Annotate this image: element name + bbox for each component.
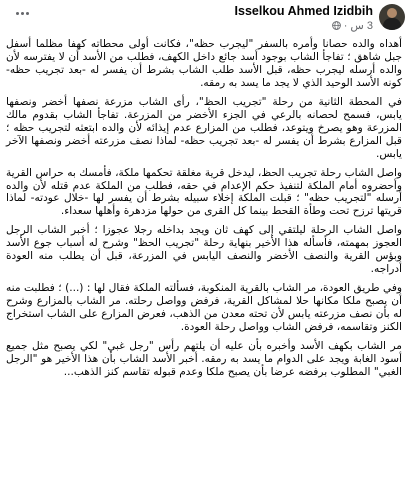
post-time[interactable]: 3 س bbox=[350, 20, 373, 32]
globe-icon[interactable] bbox=[332, 21, 341, 30]
author-avatar[interactable] bbox=[379, 4, 405, 30]
meta-separator: · bbox=[343, 19, 348, 32]
post-paragraph: مر الشاب بكهف الأسد وأخبره بأن عليه أن يلتهم رأس "رجل غبي" لكي يصبح مثل جميع أسود الغابة ويجد على الدوام ما يسد به رمقه. أخبر الأسد الشاب بأن هذا الأخير هو "الرجل الغبي" المطلوب برفضه عرضا بأن يصبح ملكا وعدم قبوله تقاسم كنز الذهب... bbox=[6, 340, 402, 378]
post-meta bbox=[332, 19, 373, 32]
post-body bbox=[6, 38, 402, 385]
post-paragraph: وفي طريق العودة، مر الشاب بالقرية المنكوبة، فسألته الملكة فقال لها : (...) ؛ فطلبت منه أن يصبح ملكا مكانها حلا لمشاكل القرية، فرفض وواصل رحلته. مر الشاب بالمزارع وشرح له بأن نصف مزرعته يابس لأن تحته معدن من الذهب، فعرض المزارع على الشاب استخراج الكنز وتقاسمه، فرفض الشاب وواصل رحلة العودة. bbox=[6, 282, 402, 334]
post-paragraph: واصل الشاب رحلة تجريب الحظ، ليدخل قرية مغلقة تحكمها ملكة، فأمسك به حراس القرية وأحضروه أمام الملكة لتنفيذ حكم الإعدام في حقه، فطلب من الملكة عدم قتله لأن والده أرسله "لتجريب حظه" ؛ قبلت الملكة إخلاء سبيله بشرط أن يفسر لها -خلال عودته- لماذا قريتها ترزح تحت وطأة القحط بينما كل القرى من حولها مزدهرة وأهلها سعداء. bbox=[6, 166, 402, 218]
post-paragraph: واصل الشاب الرحلة ليلتقي إلى كهف ثان ويجد بداخله رجلا عجوزا ؛ أخبر الشاب الرجل العجوز بمهمته، فأسأله هذا الأخير بنهاية رحلة "تجريب الحظ" وشرح له أسباب جوع الأسد وبؤس القرية والنصف الأخضر والنصف اليابس في المزرعة، قبل أن يطلب منه العودة أدراجه. bbox=[6, 224, 402, 276]
post-header bbox=[8, 4, 405, 34]
post-paragraph: أهداه والده حصانا وأمره بالسفر "ليجرب حظه"، فكانت أولى محطاته كهفا مظلما أسفل جبل شاهق ؛ تفاجأ الشاب بوجود أسد جائع داخل الكهف، فطلب من الأسد أن لا يفترسه لأن والده أرسله ليجرب حظه، قبل الأسد طلب الشاب بشرط أن يفسر له -بعد تجريب حظه- كونه الأسد الوحيد الذي لا يجد ما يسد به رمقه. bbox=[6, 38, 402, 89]
post-paragraph: في المحطة الثانية من رحلة "تجريب الحظ"، رأى الشاب مزرعة نصفها أخضر ونصفها يابس، فسمح لحصانه بالرعي في الجزء الأخضر من المزرعة. تفاجأ الشاب بقدوم مالك المزرعة وهو يصرخ ويتوعد، فطلب من المزارع عدم إيذائه لأن والده ابتعثه لتجريب حظه ؛ قبل المزارع بشرط أن يفسر له -بعد تجريب حظه- لماذا نصف مزرعته أخضر ونصفها الآخر يابس. bbox=[6, 95, 402, 160]
more-options-icon[interactable] bbox=[12, 6, 32, 20]
author-name[interactable]: Isselkou Ahmed Izidbih bbox=[234, 4, 373, 18]
